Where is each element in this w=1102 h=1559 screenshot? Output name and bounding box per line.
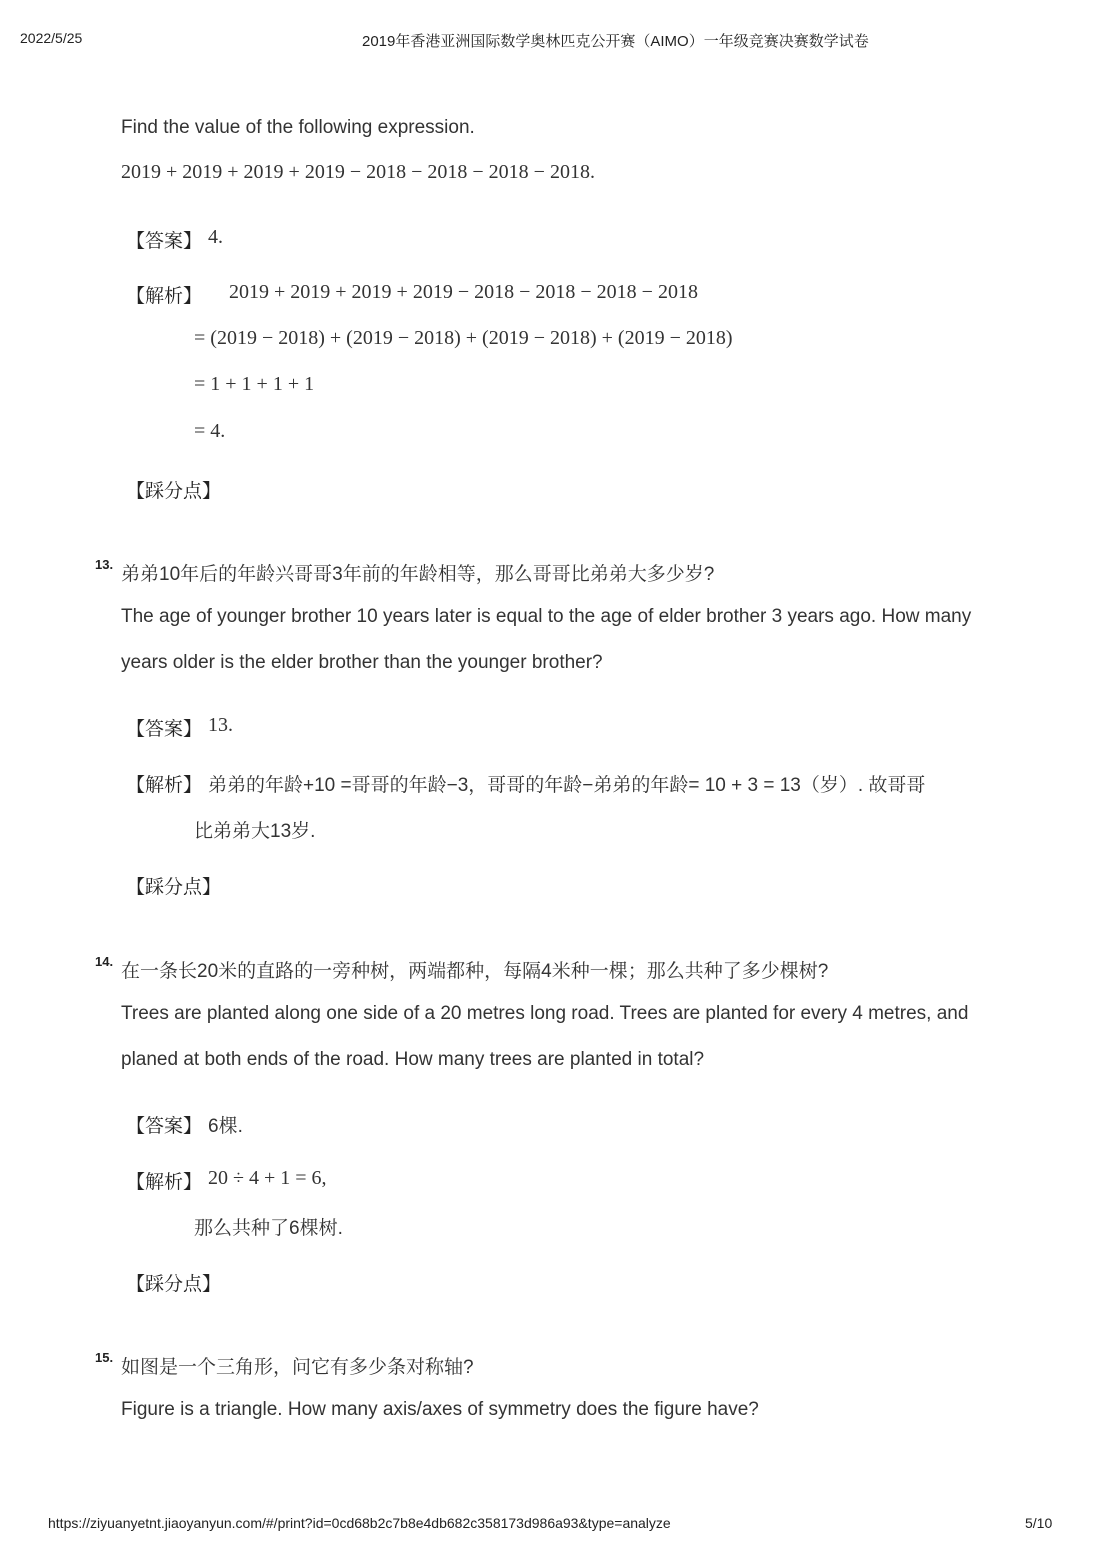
q14-text-en: Trees are planted along one side of a 20 metres long road. Trees are planted for every 4 metres, and	[121, 1003, 969, 1024]
q12-text-en: Find the value of the following expression.	[121, 117, 475, 138]
q13-answer: 13.	[208, 714, 233, 736]
page-number: 5/10	[1025, 1515, 1053, 1531]
q12-points-label: 【踩分点】	[126, 481, 222, 502]
q14-analysis-label: 【解析】	[126, 1172, 203, 1193]
q14-analysis-line: 20 ÷ 4 + 1 = 6,	[208, 1167, 327, 1189]
q15-number: 15.	[95, 1350, 114, 1365]
q13-text-en: The age of younger brother 10 years later is equal to the age of elder brother 3 years ago. How many	[121, 606, 972, 627]
print-date: 2022/5/25	[20, 30, 83, 46]
q13-analysis-line: 弟弟的年龄+10 =哥哥的年龄−3，哥哥的年龄−弟弟的年龄= 10 + 3 = 13（岁）. 故哥哥	[208, 775, 926, 796]
q12-analysis-label: 【解析】	[126, 286, 203, 307]
q13-answer-label: 【答案】	[126, 719, 203, 740]
q13-number: 13.	[95, 557, 114, 572]
q12-answer: 4.	[208, 226, 223, 248]
page-url[interactable]: https://ziyuanyetnt.jiaoyanyun.com/#/print?id=0cd68b2c7b8e4db682c358173d986a93&type=analyze	[48, 1515, 671, 1531]
q14-number: 14.	[95, 954, 114, 969]
q13-analysis-label: 【解析】	[126, 775, 203, 796]
document-title: 2019年香港亚洲国际数学奥林匹克公开赛（AIMO）一年级竞赛决赛数学试卷	[362, 33, 869, 50]
q12-expression: 2019 + 2019 + 2019 + 2019 − 2018 − 2018 − 2018 − 2018.	[121, 161, 595, 183]
q15-text-en: Figure is a triangle. How many axis/axes of symmetry does the figure have?	[121, 1399, 759, 1420]
q13-text-en: years older is the elder brother than the younger brother?	[121, 652, 603, 673]
q12-analysis-line: = (2019 − 2018) + (2019 − 2018) + (2019 − 2018) + (2019 − 2018)	[194, 327, 733, 349]
q12-analysis-line: = 4.	[194, 420, 226, 442]
q14-answer-label: 【答案】	[126, 1116, 203, 1137]
q14-text-en: planed at both ends of the road. How many trees are planted in total?	[121, 1049, 705, 1070]
q13-points-label: 【踩分点】	[126, 877, 222, 898]
q14-text-cn: 在一条长20米的直路的一旁种树，两端都种，每隔4米种一棵；那么共种了多少棵树?	[121, 961, 829, 982]
q15-text-cn: 如图是一个三角形，问它有多少条对称轴?	[121, 1357, 474, 1378]
q12-analysis-line: = 1 + 1 + 1 + 1	[194, 373, 315, 395]
q14-points-label: 【踩分点】	[126, 1274, 222, 1295]
q12-analysis-line: 2019 + 2019 + 2019 + 2019 − 2018 − 2018 − 2018 − 2018	[229, 281, 698, 303]
q13-analysis-line: 比弟弟大13岁.	[194, 821, 316, 842]
q14-answer: 6棵.	[208, 1116, 243, 1137]
q14-analysis-line: 那么共种了6棵树.	[194, 1218, 343, 1239]
q13-text-cn: 弟弟10年后的年龄兴哥哥3年前的年龄相等，那么哥哥比弟弟大多少岁?	[121, 564, 715, 585]
q12-answer-label: 【答案】	[126, 231, 203, 252]
